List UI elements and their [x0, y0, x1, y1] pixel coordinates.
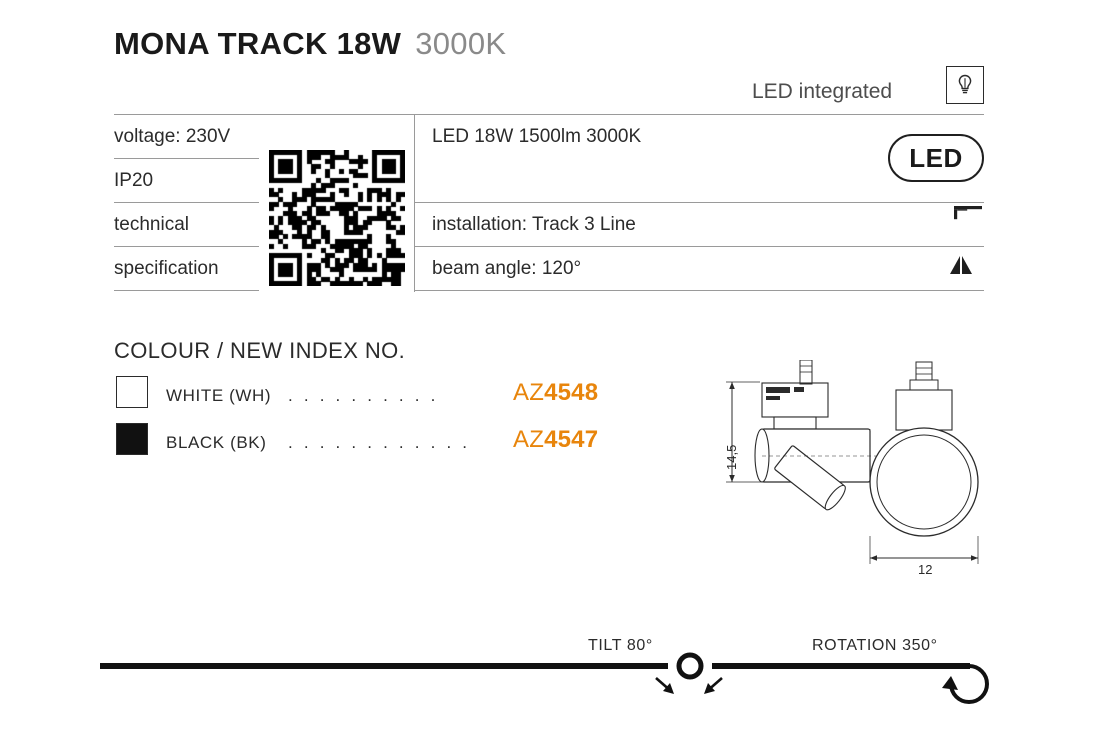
page-title: [114, 26, 506, 62]
led-integrated-label: LED integrated: [752, 80, 893, 103]
index-code-black: [513, 426, 598, 454]
spec-technical: technical: [114, 214, 189, 235]
code-number: 4548: [544, 379, 599, 406]
spec-divider: [414, 202, 984, 203]
index-code-white: [513, 379, 598, 407]
spec-beam-angle: beam angle: 120°: [432, 258, 582, 279]
led-badge: LED: [888, 134, 984, 182]
rotation-label: ROTATION 350°: [812, 637, 938, 654]
spec-specification: specification: [114, 258, 219, 279]
width-dimension-label: 12: [918, 562, 933, 577]
track-mount-icon: [946, 204, 984, 228]
spec-divider: [114, 202, 259, 203]
product-name: MONA TRACK 18W: [114, 26, 402, 61]
qr-code: [269, 150, 405, 286]
spec-divider: [114, 158, 259, 159]
colour-name-black: BLACK (BK): [166, 433, 267, 452]
spec-installation: installation: Track 3 Line: [432, 214, 636, 235]
swatch-white: [116, 376, 148, 408]
dot-leader: . . . . . . . . . .: [288, 386, 439, 405]
height-dimension-label: 14,5: [724, 444, 739, 470]
spec-divider: [114, 246, 259, 247]
dot-leader: . . . . . . . . . . . .: [288, 433, 471, 452]
spec-divider: [114, 114, 984, 115]
spec-divider: [414, 290, 984, 291]
spec-column-divider: [414, 114, 415, 292]
motion-diagram: [100, 650, 1000, 725]
code-prefix: AZ: [513, 426, 545, 453]
spec-led-output: LED 18W 1500lm 3000K: [432, 126, 642, 147]
dimension-drawing: [700, 360, 1000, 590]
colour-section-heading: COLOUR / NEW INDEX NO.: [114, 338, 406, 363]
tilt-label: TILT 80°: [588, 637, 653, 654]
spec-divider: [414, 246, 984, 247]
spec-ip-rating: IP20: [114, 170, 154, 191]
spec-divider: [114, 290, 259, 291]
product-colour-temp: 3000K: [415, 26, 507, 61]
colour-name-white: WHITE (WH): [166, 386, 272, 405]
specification-table: [114, 114, 984, 292]
code-prefix: AZ: [513, 379, 545, 406]
code-number: 4547: [544, 426, 599, 453]
beam-angle-icon: [946, 252, 984, 280]
bulb-icon: [946, 66, 984, 104]
spec-voltage: voltage: 230V: [114, 126, 231, 147]
swatch-black: [116, 423, 148, 455]
